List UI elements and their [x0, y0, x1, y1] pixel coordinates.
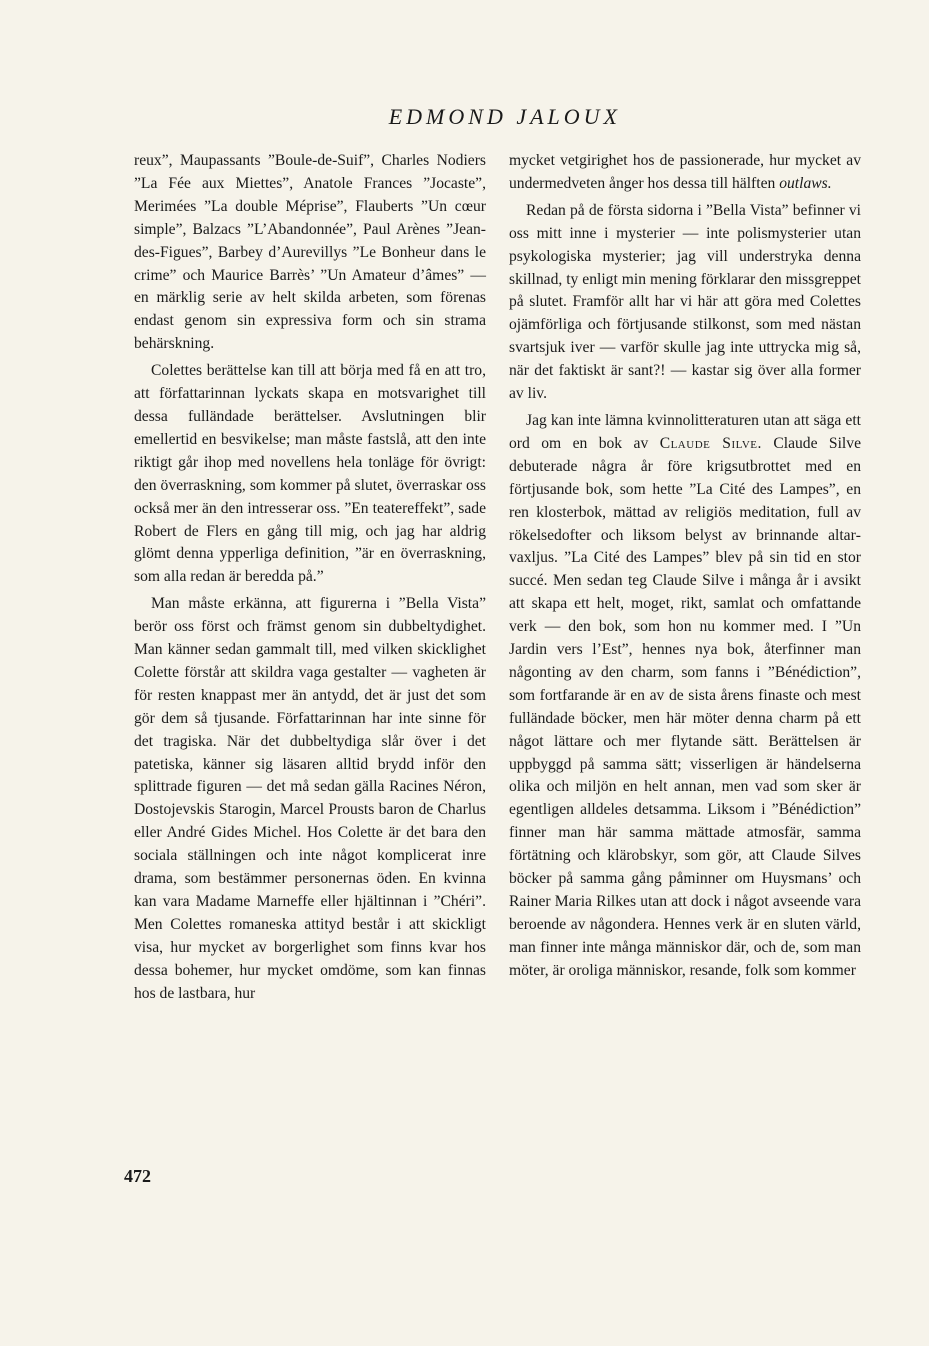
paragraph: Man måste erkänna, att figurerna i ”Bella Vista” berör oss först och främst genom sin dubbeltydighet. Man känner sedan gammalt till, med vilken skicklighet Colette förstår att skildra vaga gestalter — vagheten är för resten knappast mer än antydd, det är just det som gör dem så tjusande. Författarinnan har inte sinne för det tragiska. När det dubbeltydiga slår över i det patetiska, känner sig läsaren alltid brydd inför den splittrade figuren — det må sedan gälla Racines Néron, Dostojevskis Starogin, Marcel Prousts baron de Charlus eller André Gides Michel. Hos Colette är det bara den sociala ställningen och inte något komplicerat inre drama, som bestämmer personernas öden. En kvinna kan vara Madame Marneffe eller hjältinnan i ”Chéri”. Men Colettes romaneska attityd består i att skickligt visa, hur mycket av borgerlighet som finns kvar hos dessa bohemer, hur mycket omdöme, som kan finnas hos de lastbara, hur [134, 595, 486, 1002]
paragraph-text: mycket vetgirighet hos de passionerade, hur mycket av undermedveten ånger hos dessa till hälften [509, 152, 861, 192]
running-head: EDMOND JALOUX [388, 104, 621, 129]
paragraph: reux”, Maupassants ”Boule-de-Suif”, Charles Nodiers ”La Fée aux Miettes”, Anatole Frances ”Jocaste”, Merimées ”La double Méprise”, Flauberts ”Un cœur simple”, Balzacs ”L’Abandonnée”, Paul Arènes ”Jean-des-Figues”, Barbey d’Aurevillys ”Le Bonheur dans le crime” och Maurice Barrès’ ”Un Amateur d’âmes” — en märklig serie av helt skilda arbeten, som förenas endast genom sin expressiva form och sin strama behärskning. [134, 152, 486, 353]
paragraph-text: Jag kan inte lämna kvinnolitteraturen utan att säga ett ord om en bok av [509, 411, 861, 452]
author-name: Claude Silve. [659, 434, 762, 452]
paragraph: Redan på de första sidorna i ”Bella Vista” befinner vi oss mitt inne i mysterier — inte polismysterier utan psykologiska mysterier; jag vill understryka denna skillnad, ty enligt min mening förklarar den missgreppet på slutet. Framför allt har vi här att göra med Colettes ojämförliga och förtjusande stilkonst, som med nästan svartsjuk iver — varför skulle jag inte uttrycka mig så, när det faktiskt är sant?! — kastar sig över alla former av liv. [509, 201, 861, 403]
right-column [509, 150, 861, 987]
paragraph [509, 150, 861, 196]
paragraph: Colettes berättelse kan till att börja med få en att tro, att författarinnan lyckats skapa en motsvarighet till dessa fulländade berättelser. Avslutningen blir emellertid en besvikelse; man måste fastslå, att den inte riktigt går ihop med novellens hela tonläge för övrigt: den överraskning, som kommer på slutet, överraskar oss också mer än den intresserar oss. ”En teatereffekt”, sade Robert de Flers en gång till mig, och jag har aldrig glömt denna ypperliga definition, ”är en överraskning, som alla redan är beredda på.” [134, 362, 486, 586]
left-column [134, 150, 486, 1010]
paragraph-text: Claude Silve debuterade några år före krigsutbrottet med en förtjusande bok, som hette ”La Cité des Lampes”, en ren klosterbok, mättad av religiös meditation, full av rökelsedofter och liksom belyst av brinnande altarvaxljus. ”La Cité des Lampes” blev på sin tid en stor succé. Men sedan teg Claude Silve i många år i avsikt att skapa ett helt, moget, rikt, samlat och omfattande verk — den bok, som hon nu kommer med. I ”Un Jardin vers l’Est”, hennes nya bok, återfinner man någonting av den charm, som fanns i ”Bénédiction”, som fortfarande är en av de sista årens finaste och mest fulländade böcker, men här möter denna charm på ett något lättare och mer flytande sätt. Berättelsen är uppbyggd på samma sätt; visserligen är händelserna olika och miljön en helt annan, men vad som sker är egentligen alldeles detsamma. Liksom i ”Bénédiction” finner man här samma mättade atmosfär, samma förtätning och klärobskyr, som gör, att Claude Silves böcker på samma gång påminner om Huysmans’ och Rainer Maria Rilkes utan att dock i något avseende vara beroende av någondera. Hennes verk är en sluten värld, man finner inte många människor där, och de, som man möter, är oroliga människor, resande, folk som kommer [509, 434, 861, 979]
paragraph [509, 410, 861, 983]
italic-term: outlaws. [779, 174, 832, 192]
page-number: 472 [124, 1166, 151, 1186]
